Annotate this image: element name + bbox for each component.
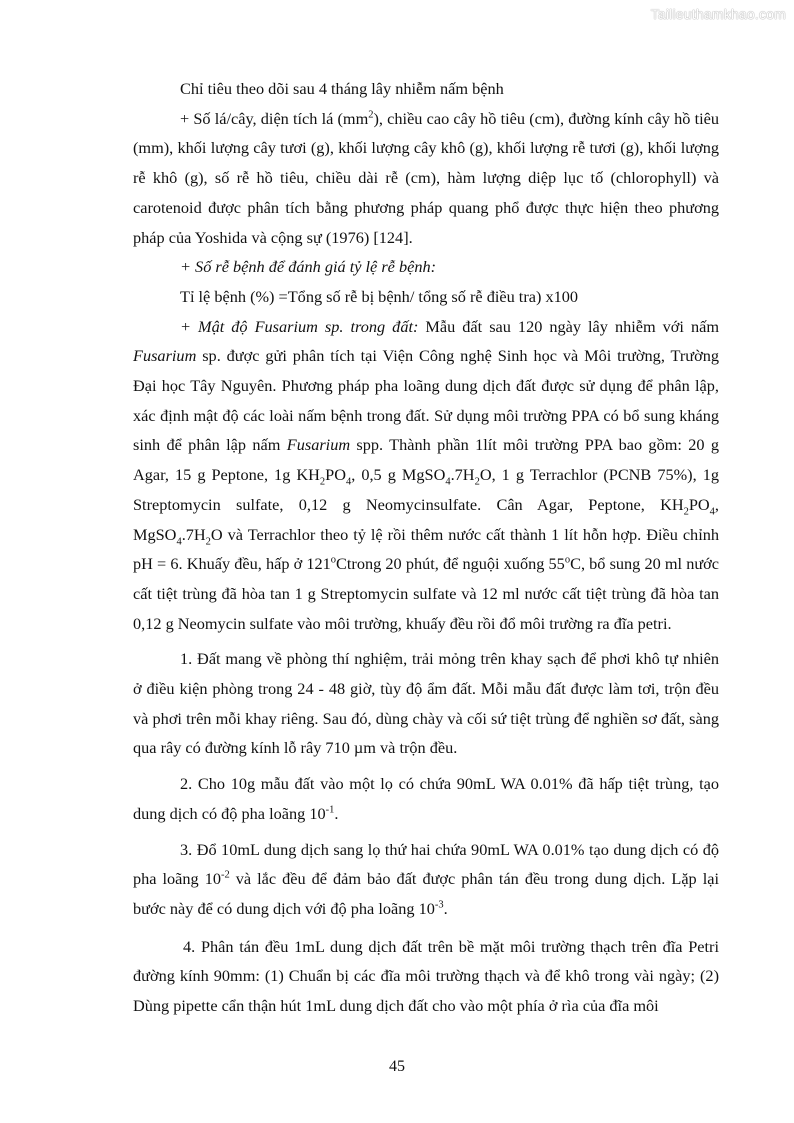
paragraph-step-3: 3. Đổ 10mL dung dịch sang lọ thứ hai chứa 90mL WA 0.01% tạo dung dịch có độ pha loãng $10^{-2}$ và lắc đều để đảm bảo đất được phân tán đều trong dung dịch. Lặp lại bước này để có dung dịch với độ pha loãng $10^{-3}$.: [133, 839, 719, 918]
paragraph-step-4: 4. Phân tán đều 1mL dung dịch đất trên bề mặt môi trường thạch trên đĩa Petri đường kính 90mm: (1) Chuẩn bị các đĩa môi trường thạch và để khô trong vài ngày; (2) Dùng pipette cẩn thận hút 1mL dung dịch đất cho vào một phía ở rìa của đĩa môi: [133, 936, 719, 1016]
paragraph-step-2: 2. Cho 10g mẫu đất vào một lọ có chứa 90mL WA 0.01% đã hấp tiệt trùng, tạo dung dịch có độ pha loãng $10^{-1}$.: [133, 774, 719, 823]
paragraph-disease-rate-formula: Tỉ lệ bệnh (%) =Tổng số rễ bị bệnh/ tổng số rễ điều tra) x100: [180, 286, 579, 306]
page-number: 45: [389, 1058, 405, 1075]
watermark: Tailieuthamkhao.com: [650, 6, 786, 22]
paragraph-growth-metrics: + Số lá/cây, diện tích lá $(mm^2)$, chiều cao cây hồ tiêu (cm), đường kính cây hồ tiêu (mm), khối lượng cây tươi (g), khối lượng cây khô (g), khối lượng rễ tươi (g), khối lượng rễ khô (g), số rễ hồ tiêu, chiều dài rễ (cm), hàm lượng diệp lục tố (chlorophyll) và carotenoid được phân tích bằng phương pháp quang phổ được thực hiện theo phương pháp của Yoshida và cộng sự (1976) [124].: [133, 108, 719, 247]
document-body: [133, 74, 719, 1021]
paragraph-fusarium-density: + Mật độ Fusarium sp. trong đất: Mẫu đất sau 120 ngày lây nhiễm với nấm Fusarium sp. được gửi phân tích tại Viện Công nghệ Sinh học và Môi trường, Trường Đại học Tây Nguyên. Phương pháp pha loãng dung dịch đất được sử dụng để phân lập, xác định mật độ các loài nấm bệnh trong đất. Sử dụng môi trường PPA có bổ sung kháng sinh để phân lập nấm Fusarium spp. Thành phần 1lít môi trường PPA bao gồm: 20 g Agar, 15 g Peptone, 1g $KH_2PO_4$, 0,5 g $MgSO_4.7H_2O$, 1 g Terrachlor (PCNB 75%), 1g Streptomycin sulfate, 0,12 g Neomycinsulfate. Cân Agar, Peptone, $KH_2PO_4$, $MgSO_4.7H_2O$ và Terrachlor theo tỷ lệ rồi thêm nước cất thành 1 lít hỗn hợp. Điều chỉnh pH = 6. Khuấy đều, hấp ở 121$^o$Ctrong 20 phút, để nguội xuống 55$^o$C, bổ sung 20 ml nước cất tiệt trùng đã hòa tan 1 g Streptomycin sulfate và 12 ml nước cất tiệt trùng đã hòa tan 0,12 g Neomycin sulfate vào môi trường, khuấy đều rồi đổ môi trường ra đĩa petri.: [133, 316, 720, 633]
paragraph-criteria-heading: Chỉ tiêu theo dõi sau 4 tháng lây nhiễm nấm bệnh: [180, 79, 504, 98]
paragraph-step-1: 1. Đất mang về phòng thí nghiệm, trải mỏng trên khay sạch để phơi khô tự nhiên ở điều kiện phòng trong 24 - 48 giờ, tùy độ ẩm đất. Mỗi mẫu đất được làm tơi, trộn đều và phơi trên mỗi khay riêng. Sau đó, dùng chày và cối sứ tiệt trùng để nghiền sơ đất, sàng qua rây có đường kính lỗ rây 710 µm và trộn đều.: [133, 649, 719, 758]
paragraph-diseased-roots-heading: + Số rễ bệnh để đánh giá tỷ lệ rễ bệnh:: [180, 257, 437, 277]
